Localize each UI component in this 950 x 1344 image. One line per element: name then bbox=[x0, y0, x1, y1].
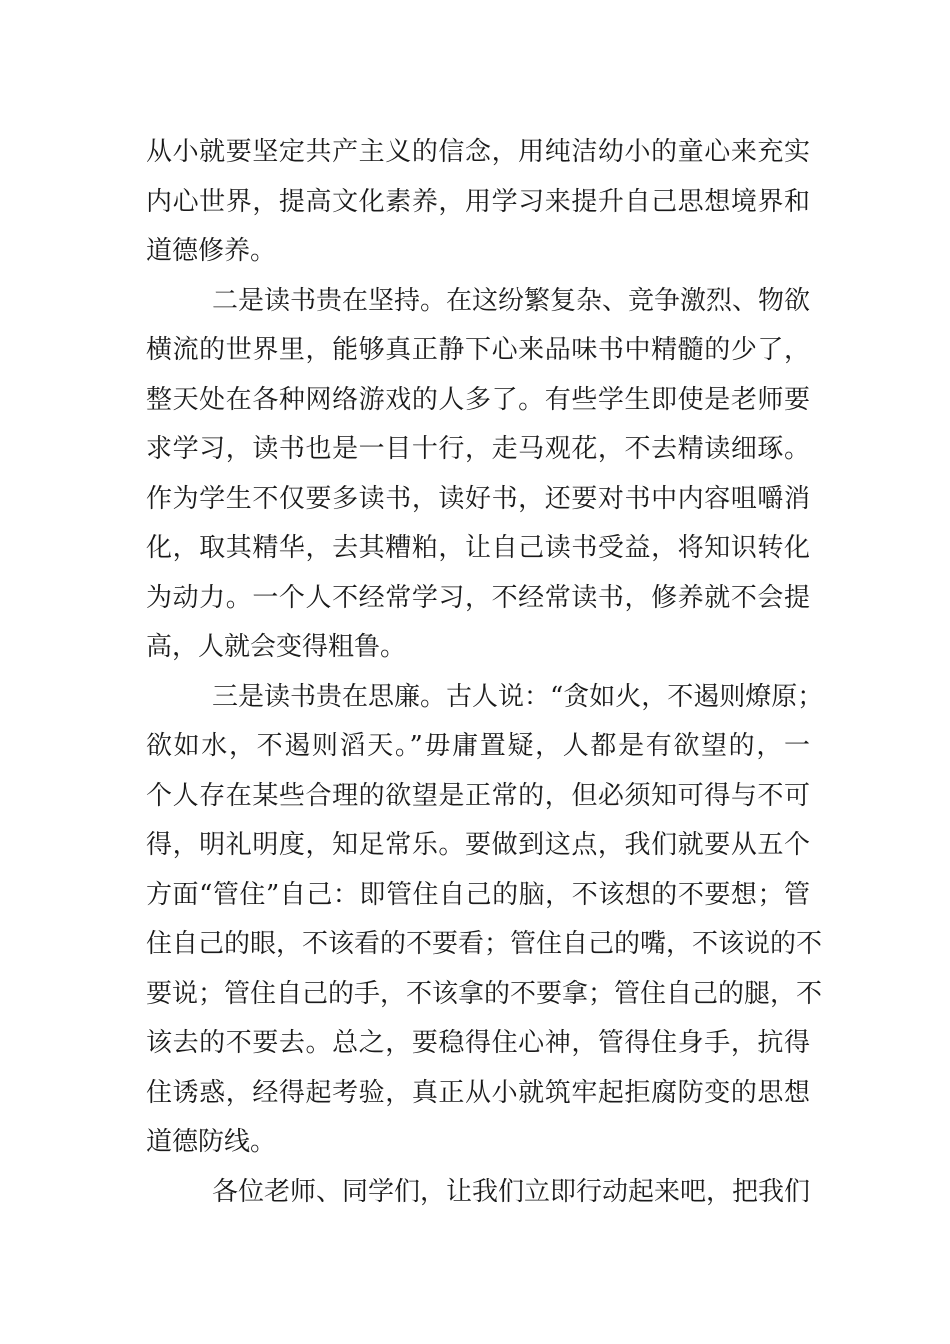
text-line: 从小就要坚定共产主义的信念，用纯洁幼小的童心来充实 bbox=[146, 137, 810, 167]
text-line: 住诱惑，经得起考验，真正从小就筑牢起拒腐防变的思想 bbox=[146, 1077, 810, 1108]
text-line: 化，取其精华，去其糟粕，让自己读书受益，将知识转化 bbox=[146, 533, 810, 563]
text-line: 住自己的眼，不该看的不要看；管住自己的嘴，不该说的不 bbox=[146, 929, 823, 959]
body-text bbox=[146, 128, 824, 1217]
text-line: 二是读书贵在坚持。在这纷繁复杂、竞争激烈、物欲 bbox=[212, 285, 811, 316]
text-line: 高，人就会变得粗鲁。 bbox=[146, 632, 407, 662]
text-line: 内心世界，提高文化素养，用学习来提升自己思想境界和 bbox=[146, 186, 810, 217]
text-line: 方面“管住”自己：即管住自己的脑，不该想的不要想；管 bbox=[146, 879, 810, 910]
text-line: 横流的世界里，能够真正静下心来品味书中精髓的少了， bbox=[146, 335, 810, 365]
text-line: 个人存在某些合理的欲望是正常的，但必须知可得与不可 bbox=[146, 780, 810, 811]
text-line: 欲如水，不遏则滔天。”毋庸置疑，人都是有欲望的，一 bbox=[146, 731, 810, 761]
text-line: 道德防线。 bbox=[146, 1127, 277, 1157]
text-line: 该去的不要去。总之，要稳得住心神，管得住身手，抗得 bbox=[146, 1028, 810, 1058]
text-line: 作为学生不仅要多读书，读好书，还要对书中内容咀嚼消 bbox=[146, 483, 810, 514]
text-line: 要说；管住自己的手，不该拿的不要拿；管住自己的腿，不 bbox=[146, 978, 823, 1009]
text-line: 得，明礼明度，知足常乐。要做到这点，我们就要从五个 bbox=[146, 830, 810, 860]
text-line: 整天处在各种网络游戏的人多了。有些学生即使是老师要 bbox=[146, 384, 810, 415]
text-line: 各位老师、同学们，让我们立即行动起来吧，把我们 bbox=[212, 1176, 811, 1207]
text-line: 道德修养。 bbox=[146, 236, 277, 266]
text-line: 求学习，读书也是一目十行，走马观花，不去精读细琢。 bbox=[146, 434, 810, 464]
text-line: 为动力。一个人不经常学习，不经常读书，修养就不会提 bbox=[146, 582, 810, 613]
text-line: 三是读书贵在思廉。古人说：“贪如火，不遏则燎原； bbox=[212, 681, 824, 712]
